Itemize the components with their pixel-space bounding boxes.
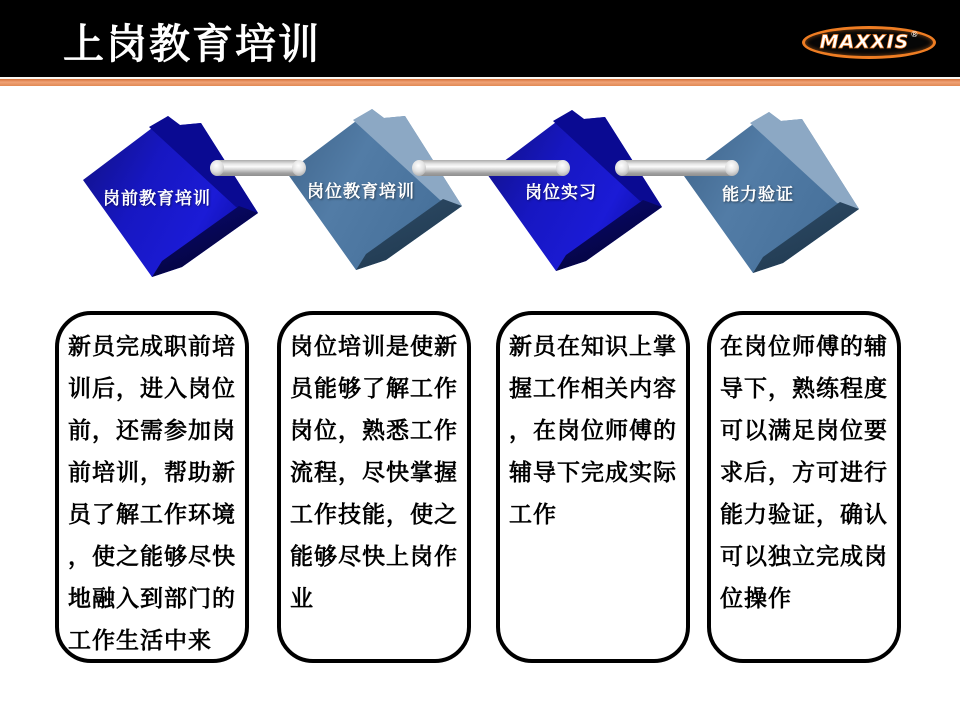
process-step-3-cube <box>487 110 663 272</box>
process-step-2-label: 岗位教育培训 <box>307 182 415 203</box>
description-card-4 <box>707 311 901 663</box>
process-step-4-label: 能力验证 <box>722 185 794 206</box>
description-card-1 <box>55 311 249 663</box>
header-accent-line <box>0 79 960 86</box>
process-step-1-cube <box>83 116 259 278</box>
page-title: 上岗教育培训 <box>63 20 321 68</box>
connector-rod-3 <box>617 160 737 176</box>
process-step-2-cube <box>287 109 463 271</box>
connector-rod-1 <box>212 160 304 176</box>
description-card-2 <box>277 311 471 663</box>
connector-rod-2 <box>414 160 568 176</box>
process-step-4-cube <box>684 112 860 274</box>
brand-name: MAXXIS <box>819 31 910 53</box>
description-card-3 <box>496 311 690 663</box>
process-step-1-label: 岗前教育培训 <box>103 189 211 210</box>
process-step-3-label: 岗位实习 <box>525 183 597 204</box>
description-text-1: 新员完成职前培训后，进入岗位前，还需参加岗前培训，帮助新员了解工作环境，使之能够尽快地融入到部门的工作生活中来 <box>68 334 236 654</box>
description-text-2: 岗位培训是使新员能够了解工作岗位，熟悉工作流程，尽快掌握工作技能，使之能够尽快上岗作业 <box>290 334 458 612</box>
header-bar <box>0 0 960 77</box>
maxxis-logo <box>802 26 936 59</box>
registered-mark: ® <box>910 30 919 39</box>
description-text-3: 新员在知识上掌握工作相关内容，在岗位师傅的辅导下完成实际工作 <box>509 334 677 528</box>
description-text-4: 在岗位师傅的辅导下，熟练程度可以满足岗位要求后，方可进行能力验证，确认可以独立完成岗位操作 <box>720 334 888 612</box>
